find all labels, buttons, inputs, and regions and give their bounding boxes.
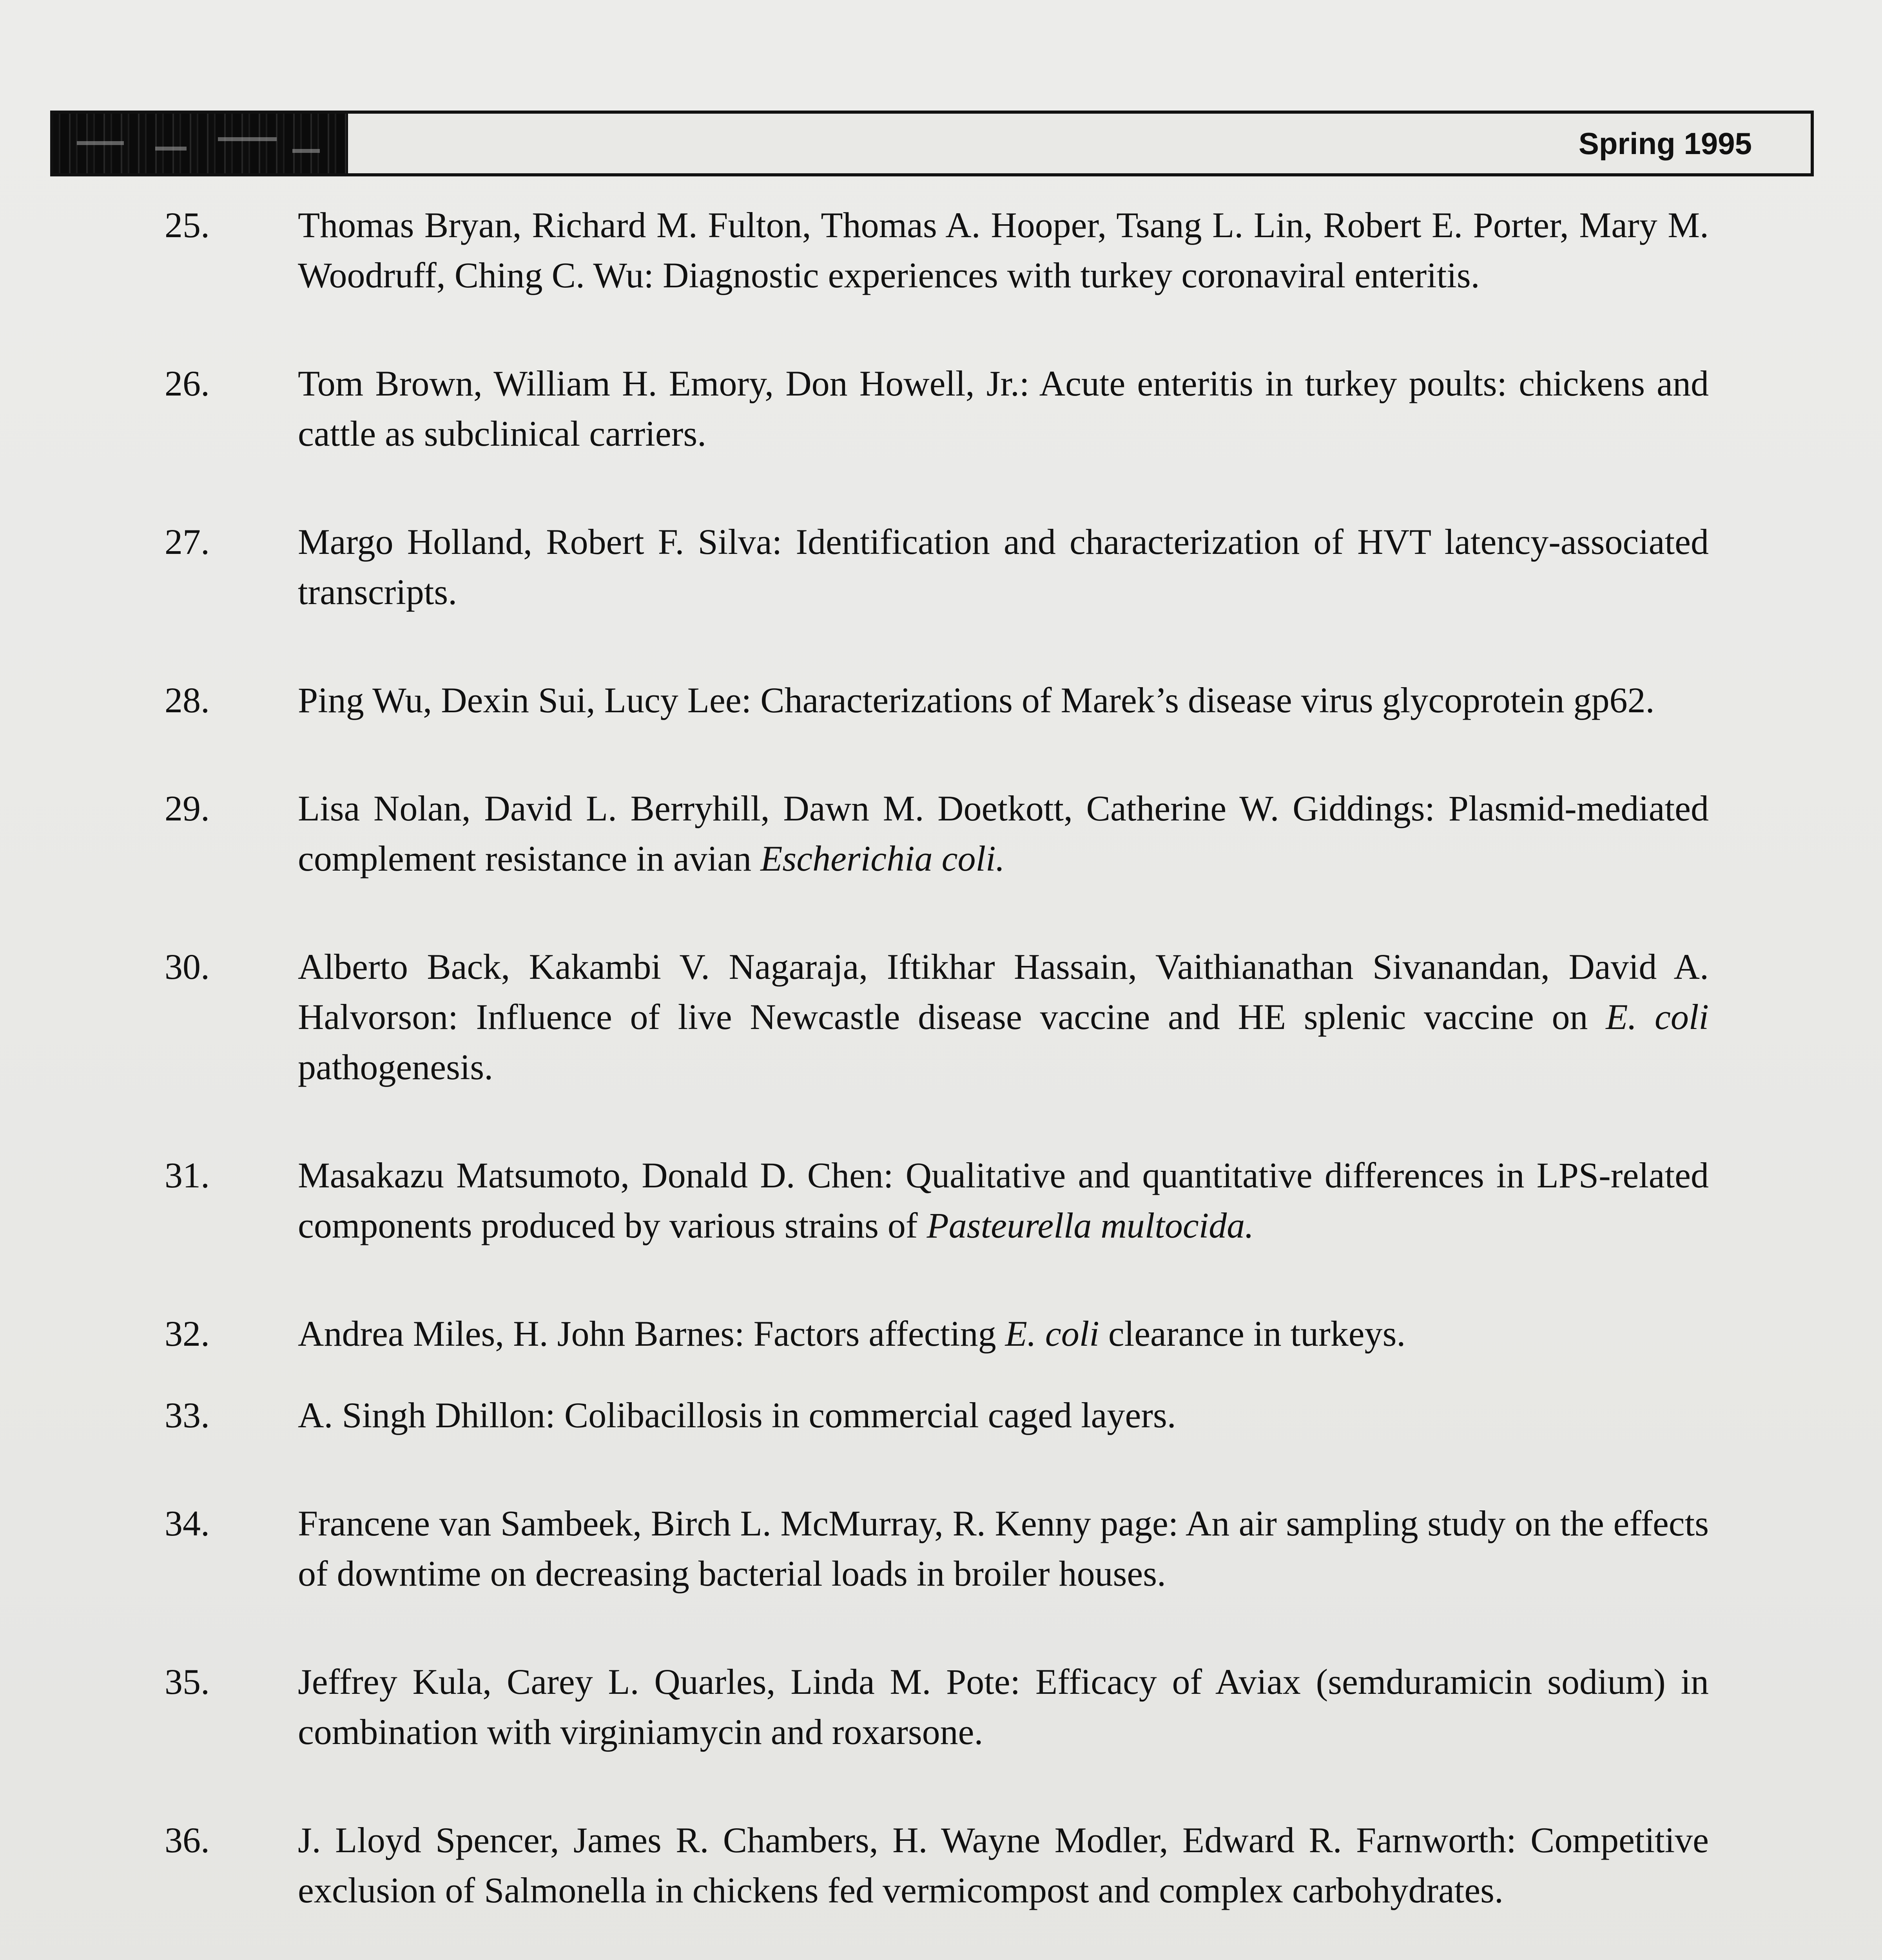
item-number: 33. [165,1395,210,1435]
item-text: Francene van Sambeek, Birch L. McMurray, R. Kenny page: An air sampling study on the effects of downtime on decreasing bacterial loads in broiler houses. [298,1503,1709,1593]
item-text: Alberto Back, Kakambi V. Nagaraja, Iftikhar Hassain, Vaithianathan Sivanandan, David A. Halvorson: Influence of live Newcastle disease vaccine and HE splenic vaccine on E. coli pathogenesis. [298,947,1709,1087]
item-text: A. Singh Dhillon: Colibacillosis in commercial caged layers. [298,1395,1176,1435]
item-number: 30. [165,947,210,987]
item-number: 25. [165,205,210,245]
list-item [165,942,1709,1092]
list-item [165,1498,1709,1599]
header-dark-block [53,114,348,173]
list-item [165,1150,1709,1250]
item-number: 31. [165,1155,210,1195]
item-number: 29. [165,788,210,828]
item-text: J. Lloyd Spencer, James R. Chambers, H. Wayne Modler, Edward R. Farnworth: Competitive exclusion of Salmonella in chickens fed vermicompost and complex carbohydrates. [298,1820,1709,1910]
abstract-list [165,200,1709,1960]
list-item [165,200,1709,300]
item-number: 28. [165,680,210,720]
list-item [165,517,1709,617]
list-item [165,675,1709,725]
list-item [165,783,1709,884]
list-item [165,358,1709,459]
header-season-label: Spring 1995 [1578,126,1752,161]
item-number: 35. [165,1662,210,1702]
item-text: Lisa Nolan, David L. Berryhill, Dawn M. Doetkott, Catherine W. Giddings: Plasmid-mediated complement resistance in avian Escherichia coli. [298,788,1709,878]
item-text: Margo Holland, Robert F. Silva: Identification and characterization of HVT latency-associated transcripts. [298,522,1709,612]
item-text: Masakazu Matsumoto, Donald D. Chen: Qualitative and quantitative differences in LPS-related components produced by various strains of Pasteurella multocida. [298,1155,1709,1245]
item-text: Thomas Bryan, Richard M. Fulton, Thomas A. Hooper, Tsang L. Lin, Robert E. Porter, Mary M. Woodruff, Ching C. Wu: Diagnostic experiences with turkey coronaviral enteritis. [298,205,1709,295]
item-number: 34. [165,1503,210,1543]
list-item [165,1308,1709,1359]
item-text: Tom Brown, William H. Emory, Don Howell, Jr.: Acute enteritis in turkey poults: chickens and cattle as subclinical carriers. [298,363,1709,454]
header-bar [50,111,1814,176]
item-number: 26. [165,363,210,403]
item-text: Jeffrey Kula, Carey L. Quarles, Linda M. Pote: Efficacy of Aviax (semduramicin sodium) in combination with virginiamycin and roxarsone. [298,1662,1709,1752]
item-number: 36. [165,1820,210,1860]
list-item [165,1390,1709,1440]
list-item [165,1815,1709,1915]
item-text: Andrea Miles, H. John Barnes: Factors affecting E. coli clearance in turkeys. [298,1314,1406,1354]
item-number: 32. [165,1314,210,1354]
item-text: Ping Wu, Dexin Sui, Lucy Lee: Characterizations of Marek’s disease virus glycoprotein gp62. [298,680,1655,720]
item-number: 27. [165,522,210,562]
list-item [165,1657,1709,1757]
